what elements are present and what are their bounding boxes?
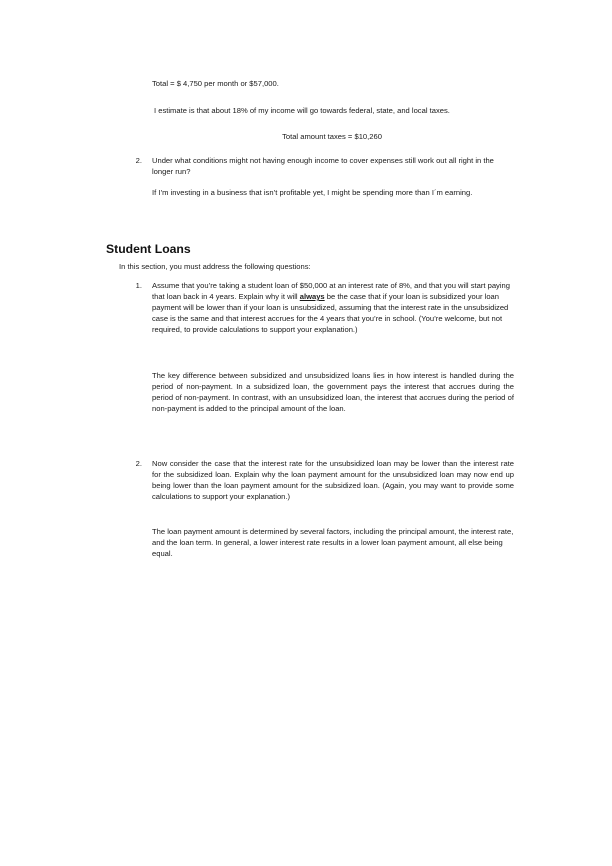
- list-number: 2.: [135, 459, 142, 468]
- section-intro: In this section, you must address the following questions:: [119, 262, 311, 271]
- loan-answer-2: The loan payment amount is determined by several factors, including the principal amount, the interest rate, and the loan term. In general, a lower interest rate results in a lower loan payment amount, all else being equal.: [152, 527, 514, 558]
- tax-estimate: I estimate is that about 18% of my income will go towards federal, state, and local taxes.: [154, 106, 450, 115]
- question-text: Assume that you’re taking a student loan of $50,000 at an interest rate of 8%, and that you will start paying that loan back in 4 years. Explain why it will: [152, 281, 510, 301]
- total-line: Total = $ 4,750 per month or $57,000.: [152, 79, 279, 88]
- expenses-question: Under what conditions might not having enough income to cover expenses still work out all right in the longer run?: [152, 156, 494, 176]
- question-text: be the case that if your loan is subsidized your loan payment will be lower than if your loan is unsubsidized, assuming that the interest rate in the unsubsidized case is the same and that interest accrues for the 4 years that you’re in school. (You’re welcome, but not required, to provide calculations to support your explanation.): [152, 292, 509, 334]
- list-number: 1.: [135, 281, 142, 290]
- list-number: 2.: [135, 156, 142, 165]
- taxes-total: Total amount taxes = $10,260: [282, 132, 382, 141]
- loan-question-2: Now consider the case that the interest rate for the unsubsidized loan may be lower than the interest rate for the subsidized loan. Explain why the loan payment amount for the unsubsidized loan may now end up being lower than the loan payment amount for the subsidized loan. (Again, you may want to provide some calculations to support your explanation.): [152, 459, 514, 501]
- section-heading: Student Loans: [106, 242, 191, 256]
- emphasis-word: always: [299, 292, 325, 301]
- loan-question-1: [152, 280, 517, 335]
- expenses-answer: If I’m investing in a business that isn’t profitable yet, I might be spending more than I´m earning.: [152, 188, 473, 197]
- loan-answer-1: The key difference between subsidized and unsubsidized loans lies in how interest is handled during the period of non-payment. In a subsidized loan, the government pays the interest that accrues during the period of non-payment. In contrast, with an unsubsidized loan, the interest that accrues during the period of non-payment is added to the principal amount of the loan.: [152, 371, 514, 413]
